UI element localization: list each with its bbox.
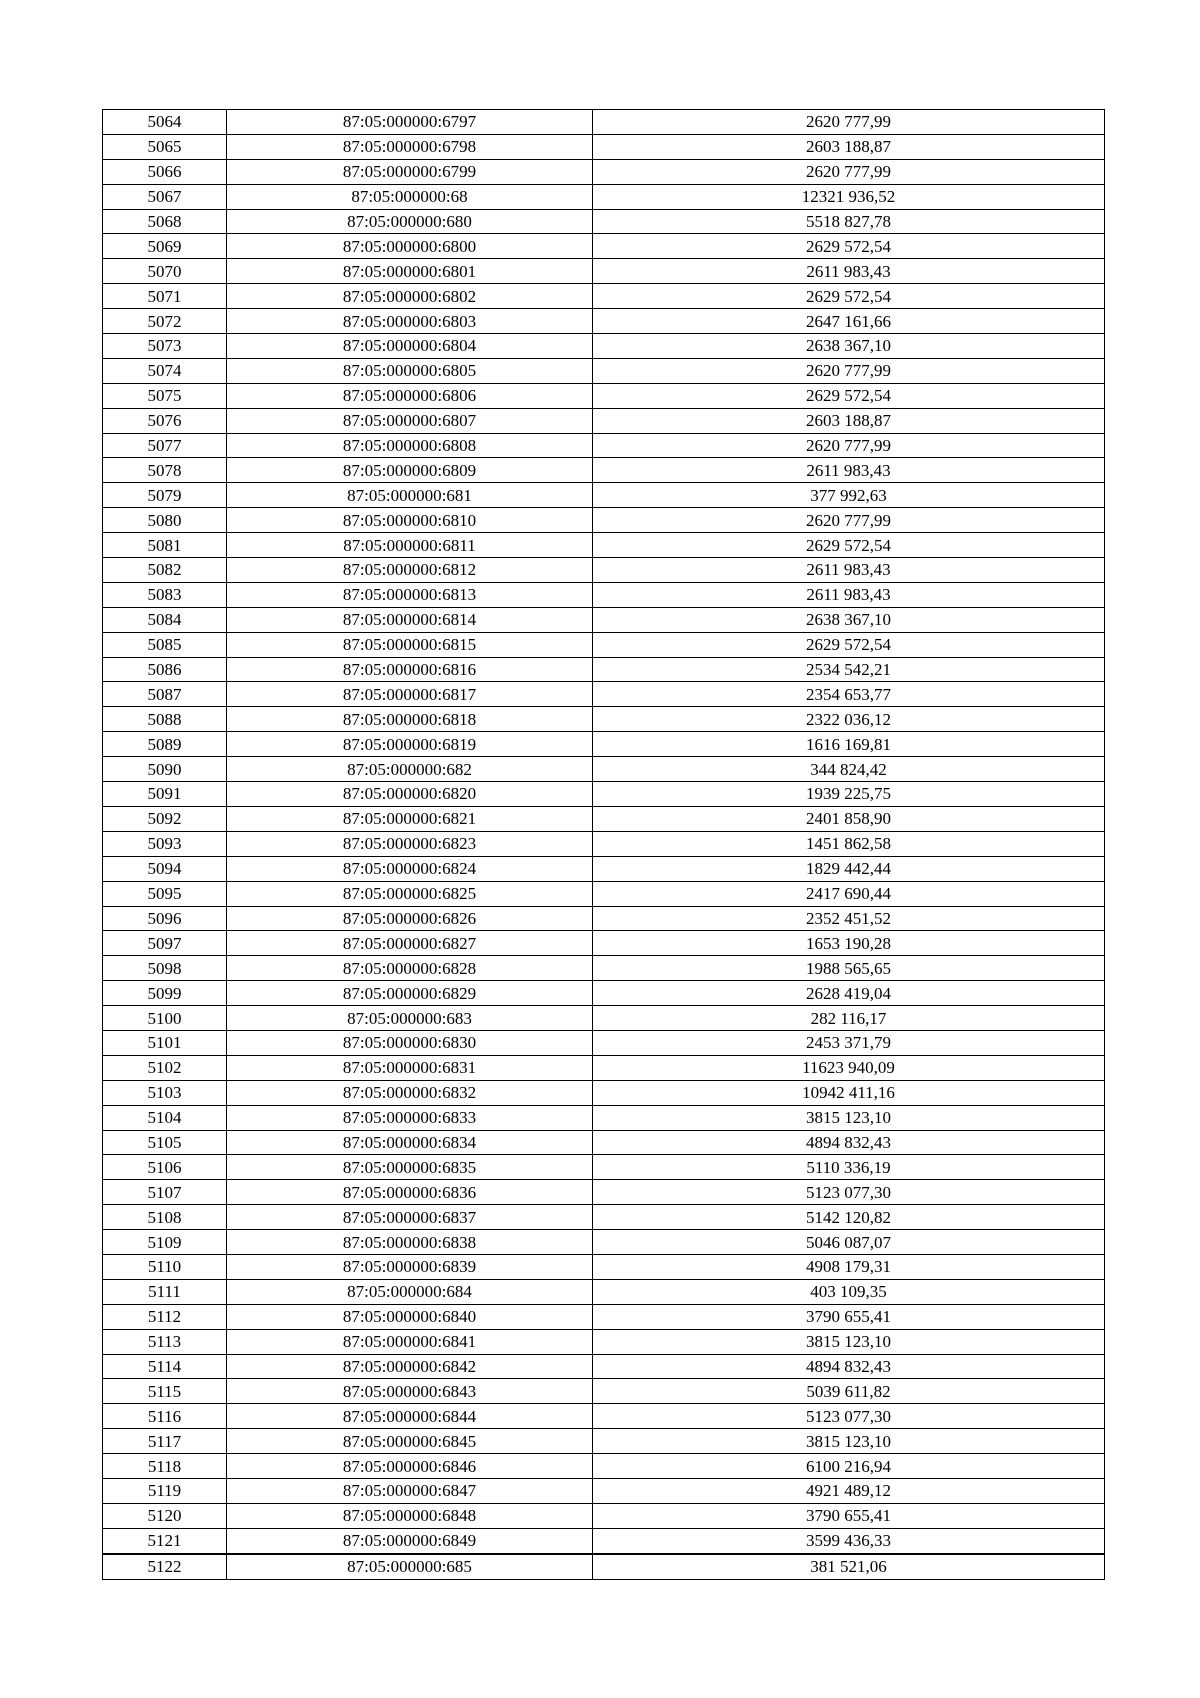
table-row xyxy=(103,1205,1105,1230)
cadastral-number-cell: 87:05:000000:6834 xyxy=(227,1130,593,1155)
cadastral-value-cell: 5142 120,82 xyxy=(593,1205,1105,1230)
cadastral-value-cell: 1451 862,58 xyxy=(593,831,1105,856)
table-row xyxy=(103,209,1105,234)
row-number-cell: 5073 xyxy=(103,334,227,359)
row-number-cell: 5070 xyxy=(103,259,227,284)
row-number-cell: 5115 xyxy=(103,1379,227,1404)
row-number-cell: 5109 xyxy=(103,1230,227,1255)
cadastral-value-cell: 2401 858,90 xyxy=(593,806,1105,831)
cadastral-value-cell: 2620 777,99 xyxy=(593,508,1105,533)
cadastral-number-cell: 87:05:000000:685 xyxy=(227,1554,593,1579)
cadastral-number-cell: 87:05:000000:6826 xyxy=(227,906,593,931)
row-number-cell: 5087 xyxy=(103,682,227,707)
cadastral-value-cell: 381 521,06 xyxy=(593,1554,1105,1579)
cadastral-number-cell: 87:05:000000:6840 xyxy=(227,1304,593,1329)
cadastral-value-cell: 5046 087,07 xyxy=(593,1230,1105,1255)
row-number-cell: 5088 xyxy=(103,707,227,732)
table-row xyxy=(103,433,1105,458)
table-row xyxy=(103,1080,1105,1105)
cadastral-number-cell: 87:05:000000:6831 xyxy=(227,1055,593,1080)
table-row xyxy=(103,757,1105,782)
row-number-cell: 5104 xyxy=(103,1105,227,1130)
table-row xyxy=(103,533,1105,558)
cadastral-number-cell: 87:05:000000:6820 xyxy=(227,782,593,807)
cadastral-number-cell: 87:05:000000:6803 xyxy=(227,309,593,334)
table-row xyxy=(103,1105,1105,1130)
table-row xyxy=(103,1354,1105,1379)
cadastral-number-cell: 87:05:000000:6816 xyxy=(227,657,593,682)
table-row xyxy=(103,1230,1105,1255)
cadastral-number-cell: 87:05:000000:680 xyxy=(227,209,593,234)
row-number-cell: 5091 xyxy=(103,782,227,807)
table-row xyxy=(103,1006,1105,1031)
row-number-cell: 5101 xyxy=(103,1030,227,1055)
table-row xyxy=(103,1454,1105,1479)
table-row xyxy=(103,134,1105,159)
table-row xyxy=(103,159,1105,184)
table-row xyxy=(103,110,1105,135)
cadastral-value-cell: 403 109,35 xyxy=(593,1279,1105,1304)
row-number-cell: 5078 xyxy=(103,458,227,483)
row-number-cell: 5064 xyxy=(103,110,227,135)
cadastral-value-cell: 2611 983,43 xyxy=(593,582,1105,607)
table-row xyxy=(103,1528,1105,1553)
row-number-cell: 5099 xyxy=(103,981,227,1006)
table-row xyxy=(103,1155,1105,1180)
cadastral-value-cell: 1829 442,44 xyxy=(593,856,1105,881)
cadastral-value-cell: 2603 188,87 xyxy=(593,134,1105,159)
table-body xyxy=(103,110,1105,1580)
cadastral-value-cell: 4894 832,43 xyxy=(593,1130,1105,1155)
cadastral-value-cell: 344 824,42 xyxy=(593,757,1105,782)
cadastral-value-cell: 2629 572,54 xyxy=(593,533,1105,558)
table-row xyxy=(103,806,1105,831)
table-row xyxy=(103,383,1105,408)
table-row xyxy=(103,234,1105,259)
cadastral-number-cell: 87:05:000000:6798 xyxy=(227,134,593,159)
row-number-cell: 5074 xyxy=(103,358,227,383)
cadastral-value-cell: 10942 411,16 xyxy=(593,1080,1105,1105)
row-number-cell: 5100 xyxy=(103,1006,227,1031)
row-number-cell: 5069 xyxy=(103,234,227,259)
cadastral-value-cell: 2534 542,21 xyxy=(593,657,1105,682)
row-number-cell: 5089 xyxy=(103,732,227,757)
cadastral-number-cell: 87:05:000000:6801 xyxy=(227,259,593,284)
cadastral-value-table xyxy=(102,109,1105,1580)
cadastral-value-cell: 2629 572,54 xyxy=(593,383,1105,408)
cadastral-number-cell: 87:05:000000:6805 xyxy=(227,358,593,383)
cadastral-number-cell: 87:05:000000:6808 xyxy=(227,433,593,458)
cadastral-number-cell: 87:05:000000:6819 xyxy=(227,732,593,757)
table-row xyxy=(103,831,1105,856)
row-number-cell: 5117 xyxy=(103,1429,227,1454)
table-row xyxy=(103,1503,1105,1528)
cadastral-value-cell: 282 116,17 xyxy=(593,1006,1105,1031)
table-row xyxy=(103,1404,1105,1429)
cadastral-number-cell: 87:05:000000:6829 xyxy=(227,981,593,1006)
row-number-cell: 5081 xyxy=(103,533,227,558)
cadastral-value-cell: 2620 777,99 xyxy=(593,358,1105,383)
row-number-cell: 5120 xyxy=(103,1503,227,1528)
cadastral-number-cell: 87:05:000000:6823 xyxy=(227,831,593,856)
table-row xyxy=(103,607,1105,632)
cadastral-number-cell: 87:05:000000:6848 xyxy=(227,1503,593,1528)
table-row xyxy=(103,284,1105,309)
cadastral-number-cell: 87:05:000000:6849 xyxy=(227,1528,593,1553)
cadastral-number-cell: 87:05:000000:6847 xyxy=(227,1478,593,1503)
row-number-cell: 5122 xyxy=(103,1554,227,1579)
row-number-cell: 5102 xyxy=(103,1055,227,1080)
row-number-cell: 5116 xyxy=(103,1404,227,1429)
cadastral-number-cell: 87:05:000000:6830 xyxy=(227,1030,593,1055)
table-row xyxy=(103,657,1105,682)
cadastral-number-cell: 87:05:000000:682 xyxy=(227,757,593,782)
cadastral-value-cell: 3815 123,10 xyxy=(593,1329,1105,1354)
cadastral-value-cell: 377 992,63 xyxy=(593,483,1105,508)
table-row xyxy=(103,458,1105,483)
cadastral-value-cell: 1616 169,81 xyxy=(593,732,1105,757)
row-number-cell: 5106 xyxy=(103,1155,227,1180)
table-row xyxy=(103,309,1105,334)
table-row xyxy=(103,931,1105,956)
cadastral-value-cell: 2647 161,66 xyxy=(593,309,1105,334)
cadastral-value-cell: 3790 655,41 xyxy=(593,1304,1105,1329)
row-number-cell: 5093 xyxy=(103,831,227,856)
cadastral-number-cell: 87:05:000000:6827 xyxy=(227,931,593,956)
cadastral-number-cell: 87:05:000000:6804 xyxy=(227,334,593,359)
cadastral-number-cell: 87:05:000000:68 xyxy=(227,184,593,209)
table-row xyxy=(103,1254,1105,1279)
cadastral-value-cell: 11623 940,09 xyxy=(593,1055,1105,1080)
row-number-cell: 5118 xyxy=(103,1454,227,1479)
cadastral-number-cell: 87:05:000000:6806 xyxy=(227,383,593,408)
cadastral-number-cell: 87:05:000000:6818 xyxy=(227,707,593,732)
cadastral-number-cell: 87:05:000000:6799 xyxy=(227,159,593,184)
table-row xyxy=(103,1180,1105,1205)
cadastral-value-cell: 3790 655,41 xyxy=(593,1503,1105,1528)
cadastral-value-cell: 2352 451,52 xyxy=(593,906,1105,931)
row-number-cell: 5077 xyxy=(103,433,227,458)
cadastral-value-cell: 6100 216,94 xyxy=(593,1454,1105,1479)
cadastral-value-cell: 5518 827,78 xyxy=(593,209,1105,234)
cadastral-number-cell: 87:05:000000:6821 xyxy=(227,806,593,831)
row-number-cell: 5065 xyxy=(103,134,227,159)
cadastral-value-cell: 1939 225,75 xyxy=(593,782,1105,807)
row-number-cell: 5086 xyxy=(103,657,227,682)
cadastral-number-cell: 87:05:000000:6809 xyxy=(227,458,593,483)
row-number-cell: 5119 xyxy=(103,1478,227,1503)
table-row xyxy=(103,1478,1105,1503)
table-row xyxy=(103,1055,1105,1080)
cadastral-value-cell: 4894 832,43 xyxy=(593,1354,1105,1379)
table-row xyxy=(103,707,1105,732)
cadastral-number-cell: 87:05:000000:6843 xyxy=(227,1379,593,1404)
cadastral-value-cell: 2611 983,43 xyxy=(593,558,1105,583)
cadastral-number-cell: 87:05:000000:681 xyxy=(227,483,593,508)
row-number-cell: 5113 xyxy=(103,1329,227,1354)
cadastral-value-cell: 4908 179,31 xyxy=(593,1254,1105,1279)
cadastral-number-cell: 87:05:000000:6810 xyxy=(227,508,593,533)
table-row xyxy=(103,358,1105,383)
table-row xyxy=(103,1329,1105,1354)
table-row xyxy=(103,1279,1105,1304)
cadastral-value-cell: 2620 777,99 xyxy=(593,110,1105,135)
table-row xyxy=(103,881,1105,906)
cadastral-value-cell: 2638 367,10 xyxy=(593,607,1105,632)
cadastral-number-cell: 87:05:000000:6817 xyxy=(227,682,593,707)
row-number-cell: 5110 xyxy=(103,1254,227,1279)
cadastral-number-cell: 87:05:000000:6846 xyxy=(227,1454,593,1479)
row-number-cell: 5092 xyxy=(103,806,227,831)
row-number-cell: 5080 xyxy=(103,508,227,533)
cadastral-value-cell: 1653 190,28 xyxy=(593,931,1105,956)
row-number-cell: 5068 xyxy=(103,209,227,234)
cadastral-number-cell: 87:05:000000:683 xyxy=(227,1006,593,1031)
cadastral-value-cell: 2417 690,44 xyxy=(593,881,1105,906)
cadastral-number-cell: 87:05:000000:6828 xyxy=(227,956,593,981)
cadastral-number-cell: 87:05:000000:6802 xyxy=(227,284,593,309)
row-number-cell: 5095 xyxy=(103,881,227,906)
cadastral-value-cell: 2611 983,43 xyxy=(593,259,1105,284)
table-row xyxy=(103,782,1105,807)
row-number-cell: 5083 xyxy=(103,582,227,607)
cadastral-number-cell: 87:05:000000:6813 xyxy=(227,582,593,607)
cadastral-value-cell: 2629 572,54 xyxy=(593,284,1105,309)
cadastral-value-cell: 2628 419,04 xyxy=(593,981,1105,1006)
cadastral-value-cell: 2354 653,77 xyxy=(593,682,1105,707)
cadastral-number-cell: 87:05:000000:6836 xyxy=(227,1180,593,1205)
row-number-cell: 5085 xyxy=(103,632,227,657)
table-row xyxy=(103,334,1105,359)
cadastral-number-cell: 87:05:000000:6815 xyxy=(227,632,593,657)
cadastral-number-cell: 87:05:000000:6839 xyxy=(227,1254,593,1279)
table-row xyxy=(103,981,1105,1006)
table-row xyxy=(103,582,1105,607)
cadastral-value-cell: 5123 077,30 xyxy=(593,1404,1105,1429)
cadastral-number-cell: 87:05:000000:6842 xyxy=(227,1354,593,1379)
table-row xyxy=(103,1304,1105,1329)
table-row xyxy=(103,632,1105,657)
cadastral-value-cell: 3815 123,10 xyxy=(593,1105,1105,1130)
row-number-cell: 5096 xyxy=(103,906,227,931)
row-number-cell: 5097 xyxy=(103,931,227,956)
row-number-cell: 5098 xyxy=(103,956,227,981)
row-number-cell: 5111 xyxy=(103,1279,227,1304)
row-number-cell: 5072 xyxy=(103,309,227,334)
table-row xyxy=(103,682,1105,707)
cadastral-value-cell: 2453 371,79 xyxy=(593,1030,1105,1055)
row-number-cell: 5084 xyxy=(103,607,227,632)
row-number-cell: 5121 xyxy=(103,1528,227,1553)
row-number-cell: 5079 xyxy=(103,483,227,508)
row-number-cell: 5103 xyxy=(103,1080,227,1105)
cadastral-number-cell: 87:05:000000:6837 xyxy=(227,1205,593,1230)
cadastral-value-cell: 2629 572,54 xyxy=(593,632,1105,657)
row-number-cell: 5076 xyxy=(103,408,227,433)
cadastral-value-cell: 4921 489,12 xyxy=(593,1478,1105,1503)
table-row xyxy=(103,956,1105,981)
row-number-cell: 5114 xyxy=(103,1354,227,1379)
cadastral-value-cell: 2620 777,99 xyxy=(593,433,1105,458)
cadastral-number-cell: 87:05:000000:6833 xyxy=(227,1105,593,1130)
table-row xyxy=(103,408,1105,433)
row-number-cell: 5108 xyxy=(103,1205,227,1230)
table-row xyxy=(103,259,1105,284)
table-row xyxy=(103,508,1105,533)
cadastral-number-cell: 87:05:000000:6814 xyxy=(227,607,593,632)
row-number-cell: 5066 xyxy=(103,159,227,184)
cadastral-number-cell: 87:05:000000:6825 xyxy=(227,881,593,906)
table-row xyxy=(103,856,1105,881)
cadastral-value-cell: 5039 611,82 xyxy=(593,1379,1105,1404)
table-row xyxy=(103,1130,1105,1155)
table-row xyxy=(103,732,1105,757)
row-number-cell: 5067 xyxy=(103,184,227,209)
cadastral-number-cell: 87:05:000000:6845 xyxy=(227,1429,593,1454)
cadastral-number-cell: 87:05:000000:6832 xyxy=(227,1080,593,1105)
cadastral-value-cell: 5110 336,19 xyxy=(593,1155,1105,1180)
cadastral-number-cell: 87:05:000000:6824 xyxy=(227,856,593,881)
cadastral-value-cell: 2629 572,54 xyxy=(593,234,1105,259)
table-row xyxy=(103,1379,1105,1404)
row-number-cell: 5090 xyxy=(103,757,227,782)
cadastral-number-cell: 87:05:000000:6807 xyxy=(227,408,593,433)
row-number-cell: 5112 xyxy=(103,1304,227,1329)
cadastral-number-cell: 87:05:000000:6800 xyxy=(227,234,593,259)
row-number-cell: 5105 xyxy=(103,1130,227,1155)
cadastral-number-cell: 87:05:000000:6811 xyxy=(227,533,593,558)
table-row xyxy=(103,1554,1105,1579)
cadastral-value-cell: 3599 436,33 xyxy=(593,1528,1105,1553)
cadastral-number-cell: 87:05:000000:6838 xyxy=(227,1230,593,1255)
table-row xyxy=(103,1030,1105,1055)
table-row xyxy=(103,1429,1105,1454)
row-number-cell: 5107 xyxy=(103,1180,227,1205)
cadastral-value-cell: 2620 777,99 xyxy=(593,159,1105,184)
cadastral-value-cell: 3815 123,10 xyxy=(593,1429,1105,1454)
row-number-cell: 5075 xyxy=(103,383,227,408)
row-number-cell: 5082 xyxy=(103,558,227,583)
cadastral-value-cell: 2611 983,43 xyxy=(593,458,1105,483)
cadastral-number-cell: 87:05:000000:6812 xyxy=(227,558,593,583)
cadastral-number-cell: 87:05:000000:6841 xyxy=(227,1329,593,1354)
cadastral-value-cell: 5123 077,30 xyxy=(593,1180,1105,1205)
cadastral-number-cell: 87:05:000000:6835 xyxy=(227,1155,593,1180)
cadastral-value-cell: 2322 036,12 xyxy=(593,707,1105,732)
table-row xyxy=(103,184,1105,209)
cadastral-value-cell: 12321 936,52 xyxy=(593,184,1105,209)
cadastral-value-cell: 2603 188,87 xyxy=(593,408,1105,433)
row-number-cell: 5094 xyxy=(103,856,227,881)
table-row xyxy=(103,483,1105,508)
row-number-cell: 5071 xyxy=(103,284,227,309)
cadastral-number-cell: 87:05:000000:6797 xyxy=(227,110,593,135)
cadastral-number-cell: 87:05:000000:684 xyxy=(227,1279,593,1304)
cadastral-value-cell: 2638 367,10 xyxy=(593,334,1105,359)
cadastral-number-cell: 87:05:000000:6844 xyxy=(227,1404,593,1429)
table-row xyxy=(103,558,1105,583)
cadastral-value-cell: 1988 565,65 xyxy=(593,956,1105,981)
table-row xyxy=(103,906,1105,931)
